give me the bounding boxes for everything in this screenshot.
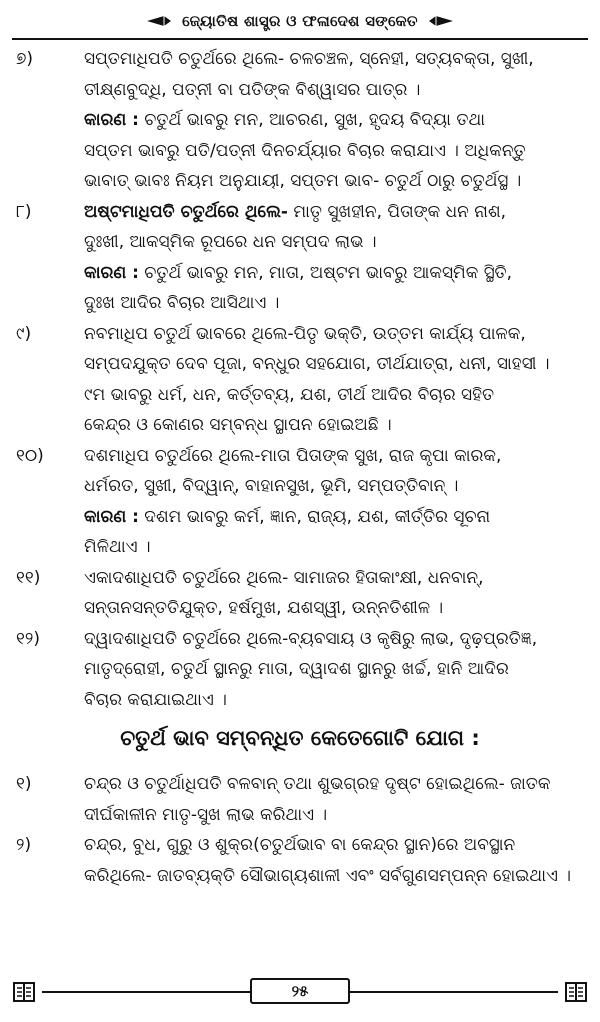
lord-in-fourth-entry-number: ୧୦) (16, 445, 44, 466)
text-line (84, 75, 584, 106)
text-line (84, 685, 584, 716)
header-divider (12, 38, 588, 40)
text-line (84, 227, 584, 258)
line-text: ମାତୃ ସୁଖହୀନ, ପିତାଙ୍କ ଧନ ନାଶ, (287, 201, 506, 222)
text-line (84, 197, 584, 228)
lord-in-fourth-entry (16, 44, 584, 197)
running-header-title: ଜ୍ୟୋତିଷ ଶାସ୍ତ୍ର ଓ ଫଳାଦେଶ ସଙ୍କେତ (182, 12, 418, 30)
text-line (84, 319, 584, 350)
line-text: କେନ୍ଦ୍ର ଓ କୋଣର ସମ୍ବନ୍ଧ ସ୍ଥାପନ ହୋଇଅଛି । (84, 415, 392, 435)
text-line (84, 593, 584, 624)
line-text: ୯ମ ଭାବରୁ ଧର୍ମ, ଧନ, କର୍ତ୍ତବ୍ୟ, ଯଶ, ତୀର୍ଥ ଆଦିର ବିଚାର ସହିତ (84, 384, 495, 405)
lord-in-fourth-entry (16, 624, 584, 716)
text-line (84, 288, 584, 319)
yoga-entry (16, 769, 584, 830)
text-line (84, 471, 584, 502)
running-header (0, 6, 600, 36)
line-text: ମାତୃଦ୍ରୋହୀ, ଚତୁର୍ଥ ସ୍ଥାନରୁ ମାତା, ଦ୍ୱାଦଶ ସ୍ଥାନରୁ ଖର୍ଚ୍ଚ, ହାନି ଆଦିର (84, 659, 509, 679)
line-text: ମିଳିଥାଏ । (84, 537, 151, 557)
text-line (84, 861, 584, 892)
page-body (0, 44, 600, 891)
keyword-label: କାରଣ : (84, 506, 139, 527)
text-line (84, 258, 584, 289)
lord-in-fourth-entry (16, 441, 584, 563)
text-line (84, 349, 584, 380)
book-ornament-icon (564, 980, 588, 1004)
line-text: ସପ୍ତମ ଭାବରୁ ପତି/ପତ୍ନୀ ଦିନଚର୍ଯ୍ୟାର ବିଚାର କରାଯାଏ । ଅଧିକନ୍ତୁ (84, 140, 526, 161)
line-text: ଦ୍ୱାଦଶାଧିପତି ଚତୁର୍ଥରେ ଥିଲେ-ବ୍ୟବସାୟ ଓ କୃଷିରୁ ଲାଭ, ଦୃଢ଼ପ୍ରତିଜ୍ଞ, (84, 628, 538, 649)
line-text: ଚତୁର୍ଥ ଭାବରୁ ମନ, ମାତା, ଅଷ୍ଟମ ଭାବରୁ ଆକସ୍ମିକ ସ୍ଥିତି, (138, 262, 513, 283)
keyword-label: କାରଣ : (84, 110, 139, 130)
text-line (84, 166, 584, 197)
line-text: ଦୁଃଖୀ, ଆକସ୍ମିକ ରୂପରେ ଧନ ସମ୍ପଦ ଲାଭ । (84, 232, 377, 252)
lord-in-fourth-entry (16, 563, 584, 624)
book-ornament-icon (12, 980, 36, 1004)
yoga-entry (16, 830, 584, 891)
text-line (84, 624, 584, 655)
lord-in-fourth-entry-number: ୯) (16, 323, 32, 344)
text-line (84, 563, 584, 594)
line-text: ତୀକ୍ଷ୍ଣବୁଦ୍ଧି, ପତ୍ନୀ ବା ପତିଙ୍କ ବିଶ୍ୱାସର ପାତ୍ର । (84, 79, 421, 100)
text-line (84, 502, 584, 533)
line-text: ଦୁଃଖ ଆଦିର ବିଚାର ଆସିଥାଏ । (84, 293, 280, 313)
text-line (84, 44, 584, 75)
lord-in-fourth-entry-number: ୮) (16, 201, 32, 222)
lord-in-fourth-entry-number: ୧୧) (16, 567, 41, 588)
line-text: ସପ୍ତମାଧିପତି ଚତୁର୍ଥରେ ଥିଲେ- ଚଳଚଞ୍ଚଳ, ସ୍ନେହୀ, ସତ୍ୟବକ୍ତା, ସୁଖୀ, (84, 49, 534, 69)
lord-in-fourth-entry-number: ୭) (16, 49, 34, 69)
keyword-label: କାରଣ : (84, 262, 139, 283)
line-text: ଦୀର୍ଘକାଳୀନ ମାତୃ-ସୁଖ ଲାଭ କରିଥାଏ । (84, 804, 328, 825)
line-text: ଦଶମାଧିପ ଚତୁର୍ଥରେ ଥିଲେ-ମାତା ପିତାଙ୍କ ସୁଖ, ରାଜ କୃପା କାରକ, (84, 445, 502, 466)
line-text: ଚନ୍ଦ୍ର, ବୁଧ, ଗୁରୁ ଓ ଶୁକ୍ର(ଚତୁର୍ଥଭାବ ବା କେନ୍ଦ୍ର ସ୍ଥାନ)ରେ ଅବସ୍ଥାନ (84, 835, 516, 855)
pen-nib-icon (428, 15, 454, 27)
keyword-label: ଅଷ୍ଟମାଧିପତି ଚତୁର୍ଥରେ ଥିଲେ- (84, 201, 288, 222)
text-line (84, 532, 584, 563)
line-text: ଭାବାତ୍ ଭାବଃ ନିୟମ ଅନୁଯାୟୀ, ସପ୍ତମ ଭାବ- ଚତୁର୍ଥ ଠାରୁ ଚତୁର୍ଥସ୍ଥ । (84, 171, 522, 191)
line-text: ସନ୍ତାନସନ୍ତତିଯୁକ୍ତ, ହର୍ଷମୁଖ, ଯଶସ୍ୱୀ, ଉନ୍ନତିଶୀଳ । (84, 598, 444, 618)
line-text: ଦଶମ ଭାବରୁ କର୍ମ, ଜ୍ଞାନ, ରାଜ୍ୟ, ଯଶ, କୀର୍ତ୍ତିର ସୂଚନା (138, 506, 491, 527)
text-line (84, 830, 584, 861)
pen-nib-icon (146, 15, 172, 27)
line-text: କରିଥିଲେ- ଜାତବ୍ୟକ୍ତି ସୌଭାଗ୍ୟଶାଳୀ ଏବଂ ସର୍ବଗୁଣସମ୍ପନ୍ନ ହୋଇଥାଏ । (84, 865, 572, 886)
line-text: ଚନ୍ଦ୍ର ଓ ଚତୁର୍ଥାଧିପତି ବଳବାନ୍ ତଥା ଶୁଭଗ୍ରହ ଦୃଷ୍ଟ ହୋଇଥିଲେ- ଜାତକ (84, 774, 551, 794)
text-line (84, 769, 584, 800)
lord-in-fourth-entry (16, 197, 584, 319)
yoga-entry-number: ୨) (16, 835, 32, 855)
text-line (84, 800, 584, 831)
lord-in-fourth-entry-number: ୧୨) (16, 628, 40, 649)
section-heading: ଚତୁର୍ଥ ଭାବ ସମ୍ବନ୍ଧିତ କେତେଗୋଟି ଯୋଗ : (120, 726, 480, 750)
text-line (84, 380, 584, 411)
text-line (84, 441, 584, 472)
page-number: ୨୫ (250, 978, 350, 1004)
text-line (84, 654, 584, 685)
line-text: ନବମାଧିପ ଚତୁର୍ଥ ଭାବରେ ଥିଲେ-ପିତୃ ଭକ୍ତି, ଉତ୍ତମ କାର୍ଯ୍ୟ ପାଳକ, (84, 323, 526, 344)
text-line (84, 410, 584, 441)
line-text: ସମ୍ପଦଯୁକ୍ତ ଦେବ ପୂଜା, ବନ୍ଧୁର ସହଯୋଗ, ତୀର୍ଥଯାତ୍ରା, ଧନୀ, ସାହସୀ । (84, 354, 550, 374)
text-line (84, 136, 584, 167)
text-line (84, 105, 584, 136)
line-text: ଧର୍ମରତ, ସୁଖୀ, ବିଦ୍ୱାନ୍, ବାହାନସୁଖ, ଭୂମି, ସମ୍ପତ୍ତିବାନ୍ । (84, 476, 459, 496)
line-text: ଏକାଦଶାଧିପତି ଚତୁର୍ଥରେ ଥିଲେ- ସାମାଜର ହିତାକାଂକ୍ଷୀ, ଧନବାନ୍, (84, 567, 484, 588)
lord-in-fourth-entry (16, 319, 584, 441)
page-footer (12, 976, 588, 1008)
yoga-entry-number: ୧) (16, 774, 32, 794)
line-text: ଚତୁର୍ଥ ଭାବରୁ ମନ, ଆଚରଣ, ସୁଖ, ହୃଦୟ ବିଦ୍ୟା ତଥା (138, 110, 486, 130)
line-text: ବିଚାର କରାଯାଇଥାଏ । (84, 689, 227, 710)
